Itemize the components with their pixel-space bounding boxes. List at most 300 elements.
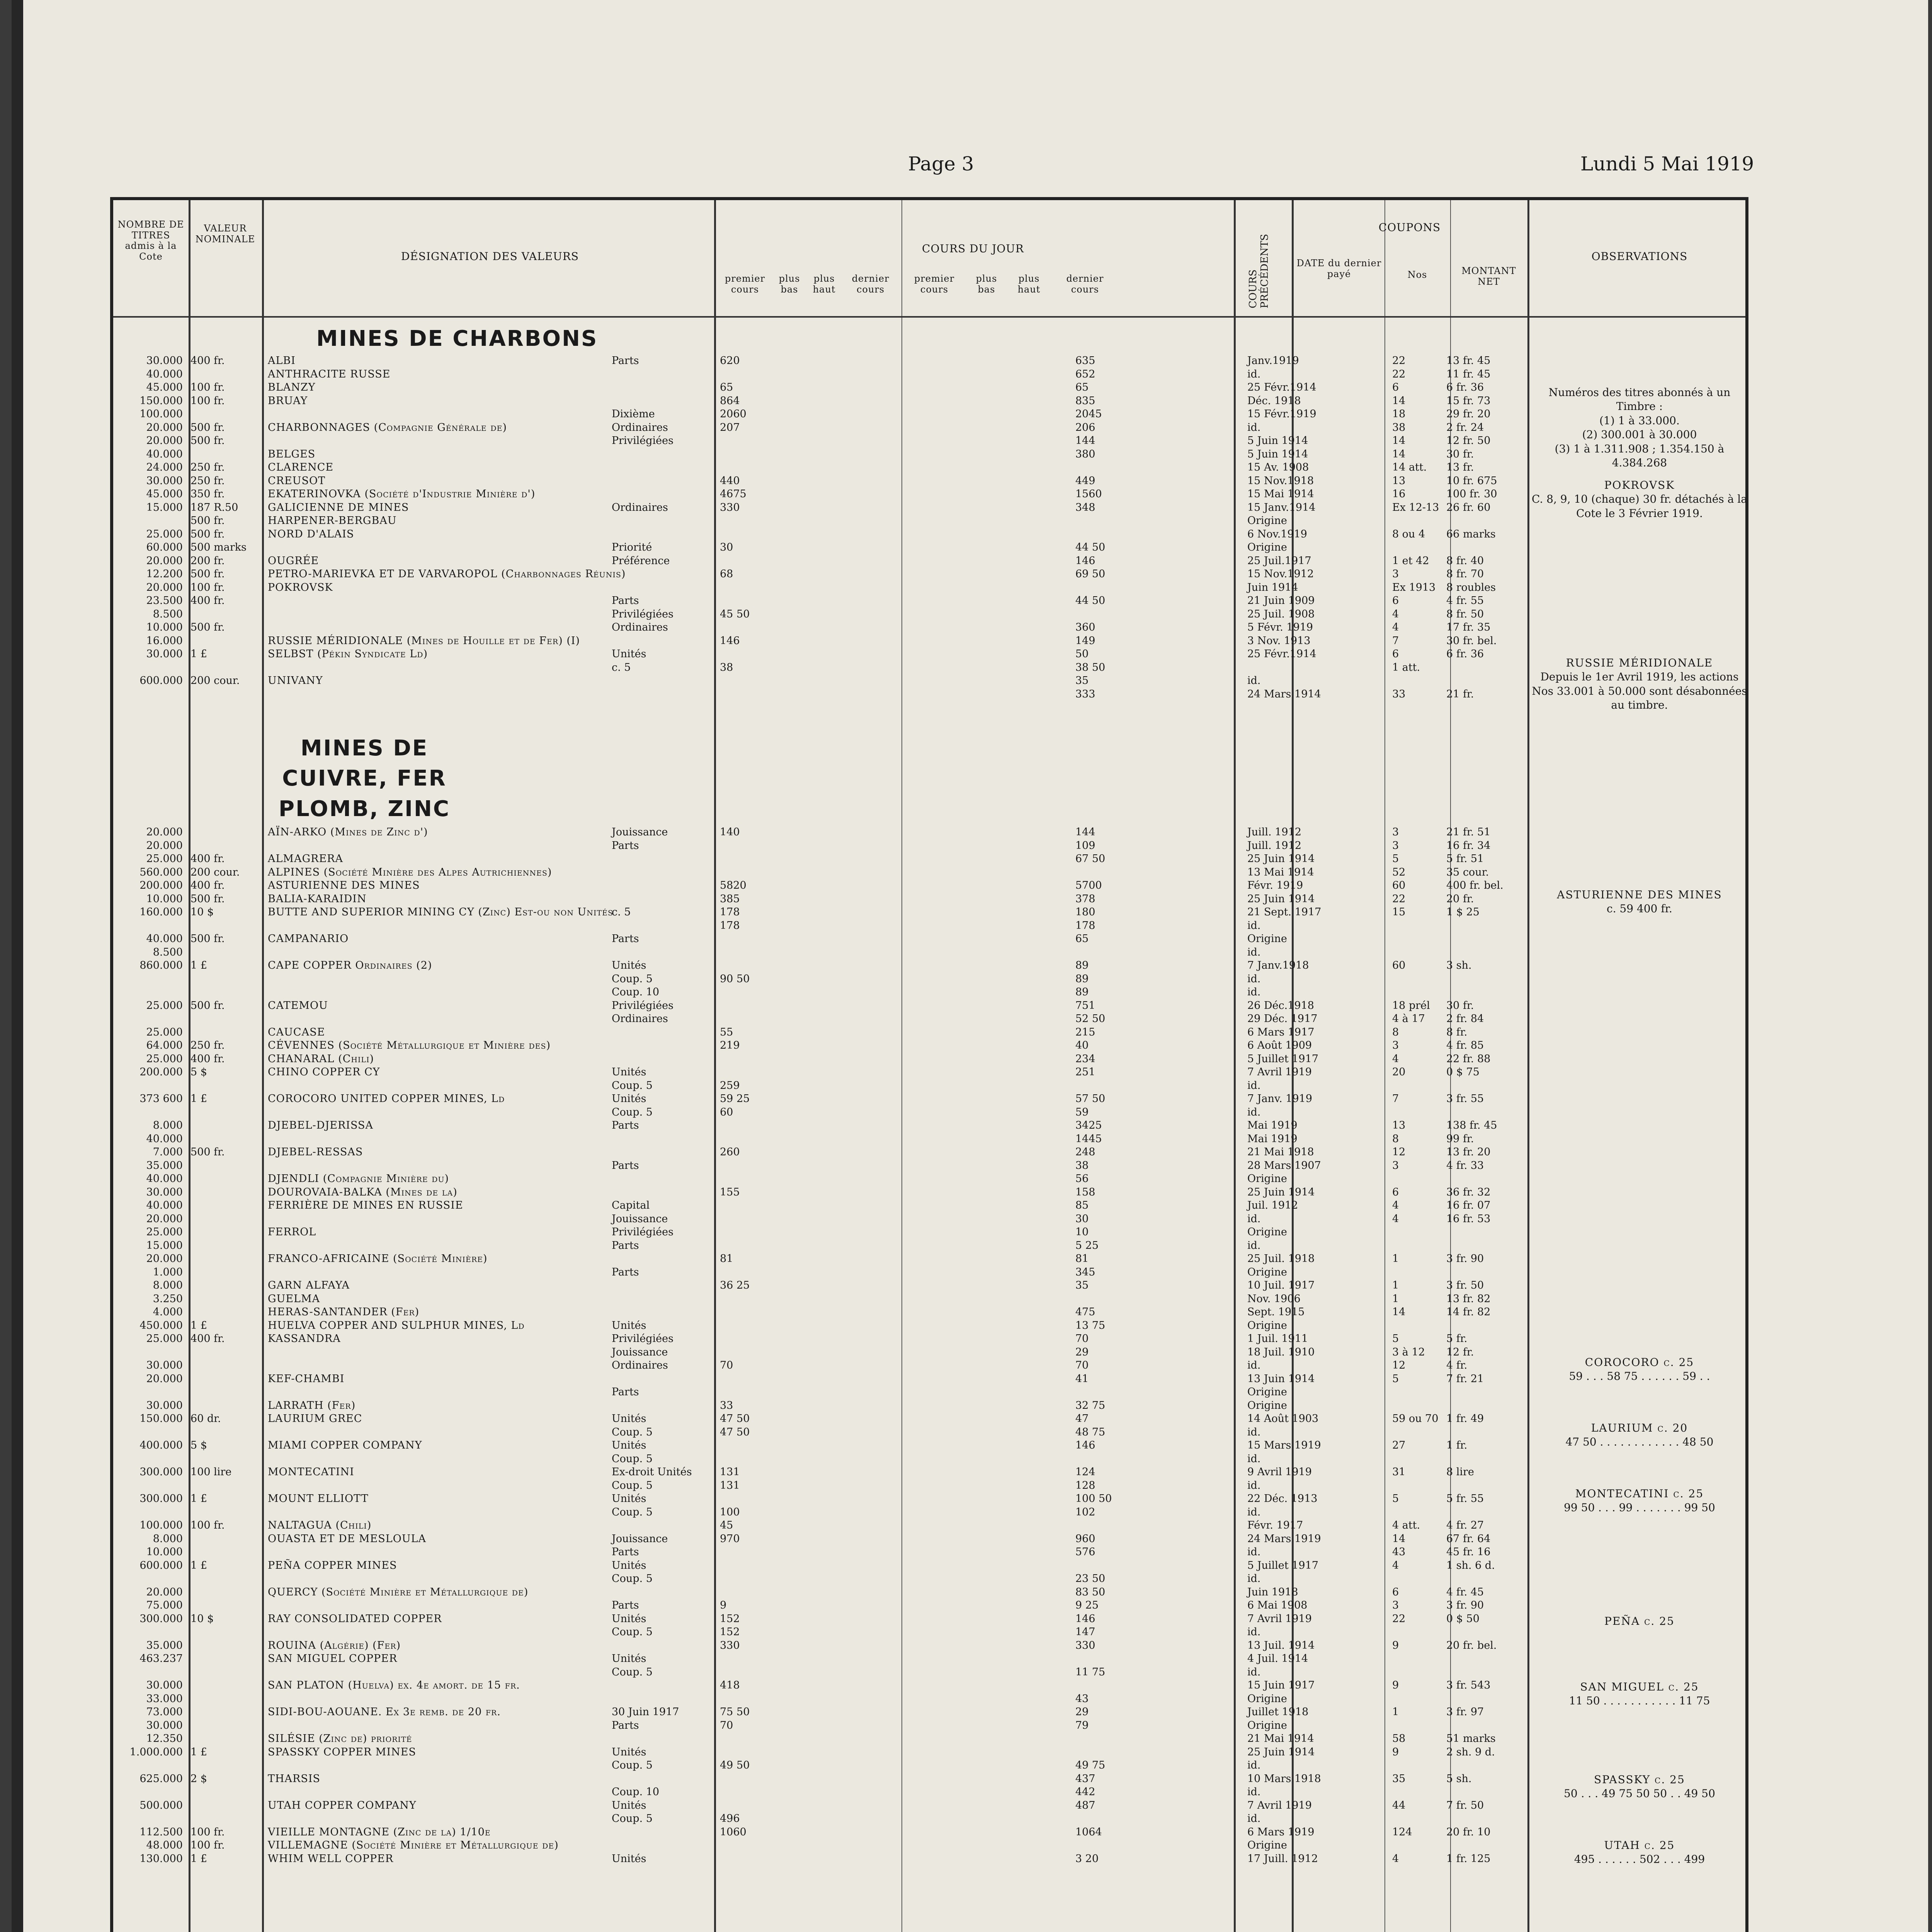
table-row bbox=[113, 1159, 1484, 1172]
table-row bbox=[113, 1626, 1288, 1638]
first-price: 55 bbox=[720, 1026, 733, 1038]
count: 463.237 bbox=[139, 1653, 183, 1665]
security-name: ALBI bbox=[268, 355, 296, 367]
table-row bbox=[113, 1279, 1484, 1292]
coupon-date: 6 Mars 1917 bbox=[1247, 1026, 1315, 1038]
coupon-number: 59 ou 70 bbox=[1392, 1413, 1439, 1425]
nominal: 500 fr. bbox=[190, 515, 225, 527]
table-row bbox=[113, 1400, 1288, 1412]
count: 300.000 bbox=[139, 1493, 183, 1505]
count: 10.000 bbox=[146, 621, 183, 633]
coupon-date: 7 Avril 1919 bbox=[1247, 1066, 1312, 1078]
coupon-number: 16 bbox=[1392, 488, 1406, 500]
security-name: CAMPANARIO bbox=[268, 933, 349, 945]
coupon-number: 3 bbox=[1392, 1159, 1399, 1172]
count: 60.000 bbox=[146, 541, 183, 553]
coupon-date: id. bbox=[1247, 1786, 1261, 1798]
coupon-date: 13 Juin 1914 bbox=[1247, 1372, 1315, 1385]
coupon-amount: 2 fr. 24 bbox=[1446, 421, 1484, 434]
security-kind: Coup. 10 bbox=[612, 986, 660, 998]
coupon-number: 5 bbox=[1392, 1372, 1399, 1385]
coupon-date: 5 Juillet 1917 bbox=[1247, 1559, 1319, 1571]
security-kind: Parts bbox=[612, 1719, 639, 1731]
count: 560.000 bbox=[139, 866, 183, 878]
coupon-date: id. bbox=[1247, 1079, 1261, 1092]
coupon-number: 12 bbox=[1392, 1146, 1406, 1158]
coupon-date: 4 Juil. 1914 bbox=[1247, 1653, 1308, 1665]
obs-timbre-3: (3) 1 à 1.311.908 ; 1.354.150 à 4.384.268 bbox=[1554, 442, 1725, 469]
security-kind: Parts bbox=[612, 1386, 639, 1398]
coupon-amount: 30 fr. bbox=[1446, 448, 1474, 460]
previous-price: 146 bbox=[1075, 1439, 1095, 1451]
coupon-date: Origine bbox=[1247, 1399, 1287, 1412]
coupon-date: 6 Mai 1908 bbox=[1247, 1599, 1308, 1611]
security-kind: Parts bbox=[612, 1239, 639, 1252]
obs-montecatini bbox=[1531, 1487, 1748, 1515]
obs-laurium bbox=[1531, 1421, 1748, 1449]
security-kind: Unités bbox=[612, 1559, 646, 1571]
table-row bbox=[113, 634, 1497, 647]
security-name: LARRATH (Fer) bbox=[268, 1399, 356, 1412]
nominal: 1 £ bbox=[190, 1746, 207, 1758]
previous-price: 149 bbox=[1075, 634, 1095, 647]
coupon-amount: 3 fr. 90 bbox=[1446, 1599, 1484, 1611]
table-row bbox=[113, 1213, 1491, 1225]
table-row bbox=[113, 1733, 1496, 1745]
table-row bbox=[113, 1506, 1288, 1519]
table-row bbox=[113, 866, 1489, 879]
table-row bbox=[113, 946, 1288, 959]
page-number: Page 3 bbox=[908, 153, 974, 175]
coupon-number: 4 bbox=[1392, 1053, 1399, 1065]
count: 8.000 bbox=[153, 1532, 183, 1545]
coupon-amount: 13 fr. 45 bbox=[1446, 355, 1491, 367]
coupon-date: id. bbox=[1247, 675, 1261, 687]
coupon-date: id. bbox=[1247, 1106, 1261, 1118]
coupon-date: 13 Juil. 1914 bbox=[1247, 1639, 1315, 1651]
coupon-number: 3 bbox=[1392, 1039, 1399, 1051]
security-kind: Ordinaires bbox=[612, 501, 668, 514]
coupon-amount: 5 fr. 55 bbox=[1446, 1493, 1484, 1505]
obs-timbre-note bbox=[1531, 386, 1748, 470]
header-plus-haut-2: plus haut bbox=[1017, 273, 1041, 295]
count: 24.000 bbox=[146, 461, 183, 473]
security-name: ASTURIENNE DES MINES bbox=[268, 879, 420, 891]
coupon-date: Juin 1914 bbox=[1247, 581, 1298, 594]
obs-utah bbox=[1531, 1838, 1748, 1867]
security-kind: Coup. 5 bbox=[612, 1759, 653, 1771]
security-name: BLANZY bbox=[268, 381, 316, 393]
coupon-date: Juill. 1912 bbox=[1247, 826, 1301, 838]
obs-corocoro bbox=[1531, 1355, 1748, 1384]
nominal: 1 £ bbox=[190, 959, 207, 971]
security-kind: Unités bbox=[612, 1852, 646, 1865]
count: 150.000 bbox=[139, 395, 183, 407]
nominal: 100 fr. bbox=[190, 395, 225, 407]
table-row bbox=[113, 1559, 1495, 1572]
security-kind: Unités bbox=[612, 1799, 646, 1811]
table-row bbox=[113, 920, 1288, 932]
previous-price: 59 bbox=[1075, 1106, 1089, 1118]
coupon-date: Origine bbox=[1247, 541, 1287, 553]
obs-pokrovsk-text: C. 8, 9, 10 (chaque) 30 fr. détachés à la Cote le 3 Février 1919. bbox=[1532, 493, 1747, 520]
count: 20.000 bbox=[146, 1372, 183, 1385]
obs-russie bbox=[1531, 656, 1748, 713]
previous-price: 52 50 bbox=[1075, 1013, 1105, 1025]
coupon-date: 10 Mars 1918 bbox=[1247, 1772, 1321, 1785]
table-row bbox=[113, 515, 1288, 527]
table-row bbox=[113, 608, 1484, 621]
nominal: 100 fr. bbox=[190, 381, 225, 393]
coupon-number: 4 bbox=[1392, 1199, 1399, 1211]
security-kind: Privilégiées bbox=[612, 435, 673, 447]
coupon-amount: 20 fr. bel. bbox=[1446, 1639, 1497, 1651]
nominal: 10 $ bbox=[190, 1612, 214, 1625]
coupon-amount: 11 fr. 45 bbox=[1446, 368, 1491, 380]
table-row bbox=[113, 1413, 1484, 1425]
obs-spassky-title: SPASSKY c. 25 bbox=[1594, 1773, 1685, 1786]
nominal: 10 $ bbox=[190, 906, 214, 918]
count: 12.200 bbox=[146, 568, 183, 580]
table-row bbox=[113, 1226, 1288, 1238]
coupon-amount: 5 fr. 51 bbox=[1446, 853, 1484, 865]
coupon-amount: 1 sh. 6 d. bbox=[1446, 1559, 1495, 1571]
security-kind: Parts bbox=[612, 1266, 639, 1278]
previous-price: 23 50 bbox=[1075, 1573, 1105, 1585]
security-name: PETRO-MARIEVKA ET DE VARVAROPOL (Charbonnages Réunis) bbox=[268, 568, 626, 580]
table-row bbox=[113, 395, 1491, 407]
table-row bbox=[113, 1106, 1288, 1119]
table-row bbox=[113, 1146, 1491, 1158]
security-name: VILLEMAGNE (Société Minière et Métallurgique de) bbox=[268, 1839, 559, 1851]
coupon-date: Origine bbox=[1247, 515, 1287, 527]
coupon-number: 8 ou 4 bbox=[1392, 528, 1425, 540]
security-name: SIDI-BOU-AOUANE. Ex 3e remb. de 20 fr. bbox=[268, 1706, 501, 1718]
count: 45.000 bbox=[146, 381, 183, 393]
first-price: 9 bbox=[720, 1599, 727, 1611]
nominal: 1 £ bbox=[190, 1319, 207, 1332]
obs-utah-values: 495 . . . . . . 502 . . . 499 bbox=[1574, 1853, 1705, 1866]
count: 112.500 bbox=[139, 1826, 183, 1838]
count: 40.000 bbox=[146, 368, 183, 380]
security-name: FERRIÈRE DE MINES EN RUSSIE bbox=[268, 1199, 463, 1211]
previous-price: 178 bbox=[1075, 919, 1095, 932]
first-price: 45 50 bbox=[720, 608, 750, 620]
first-price: 330 bbox=[720, 1639, 740, 1651]
coupon-date: 24 Mars 1914 bbox=[1247, 688, 1321, 700]
table-row bbox=[113, 554, 1484, 567]
coupon-number: 1 bbox=[1392, 1293, 1399, 1305]
table-row bbox=[113, 1493, 1484, 1505]
previous-price: 29 bbox=[1075, 1706, 1089, 1718]
previous-price: 5700 bbox=[1075, 879, 1102, 891]
security-name: POKROVSK bbox=[268, 581, 333, 594]
coupon-amount: 8 fr. 50 bbox=[1446, 608, 1484, 620]
coupon-number: 7 bbox=[1392, 1093, 1399, 1105]
coupon-amount: 14 fr. 82 bbox=[1446, 1306, 1491, 1318]
nominal: 60 dr. bbox=[190, 1413, 221, 1425]
security-kind: Coup. 5 bbox=[612, 1106, 653, 1118]
security-name: CLARENCE bbox=[268, 461, 334, 473]
coupon-number: 7 bbox=[1392, 634, 1399, 647]
security-kind: Capital bbox=[612, 1199, 650, 1211]
first-price: 33 bbox=[720, 1399, 733, 1412]
security-kind: Ordinaires bbox=[612, 1013, 668, 1025]
previous-price: 67 50 bbox=[1075, 853, 1105, 865]
first-price: 90 50 bbox=[720, 973, 750, 985]
security-name: MONTECATINI bbox=[268, 1466, 354, 1478]
count: 30.000 bbox=[146, 474, 183, 487]
nominal: 100 fr. bbox=[190, 1839, 225, 1851]
count: 20.000 bbox=[146, 554, 183, 567]
nominal: 500 fr. bbox=[190, 421, 225, 434]
coupon-date: 25 Juin 1914 bbox=[1247, 893, 1315, 905]
previous-price: 333 bbox=[1075, 688, 1095, 700]
issue-date: Lundi 5 Mai 1919 bbox=[1580, 153, 1754, 175]
count: 200.000 bbox=[139, 879, 183, 891]
coupon-amount: 2 sh. 9 d. bbox=[1446, 1746, 1495, 1758]
coupon-date: Origine bbox=[1247, 1319, 1287, 1332]
coupon-date: 21 Mai 1918 bbox=[1247, 1146, 1314, 1158]
security-kind: Jouissance bbox=[612, 1532, 668, 1545]
coupon-date: id. bbox=[1247, 1759, 1261, 1771]
security-kind: Ordinaires bbox=[612, 1359, 668, 1371]
obs-asturienne-text: c. 59 400 fr. bbox=[1607, 902, 1672, 915]
header-valeur: VALEUR NOMINALE bbox=[195, 223, 255, 245]
coupon-number: 27 bbox=[1392, 1439, 1406, 1451]
coupon-date: 13 Mai 1914 bbox=[1247, 866, 1314, 878]
coupon-number: 4 bbox=[1392, 608, 1399, 620]
coupon-amount: 8 roubles bbox=[1446, 581, 1496, 594]
nominal: 2 $ bbox=[190, 1772, 207, 1785]
nominal: 500 fr. bbox=[190, 435, 225, 447]
nominal: 200 fr. bbox=[190, 554, 225, 567]
first-price: 59 25 bbox=[720, 1093, 750, 1105]
coupon-date: 22 Déc. 1913 bbox=[1247, 1493, 1318, 1505]
previous-price: 180 bbox=[1075, 906, 1095, 918]
first-price: 30 bbox=[720, 541, 733, 553]
coupon-date: id. bbox=[1247, 1359, 1261, 1371]
first-price: 47 50 bbox=[720, 1426, 750, 1438]
security-name: BALIA-KARAIDIN bbox=[268, 893, 367, 905]
obs-pena-title: PEÑA c. 25 bbox=[1604, 1615, 1675, 1628]
table-row bbox=[113, 1799, 1484, 1812]
count: 40.000 bbox=[146, 933, 183, 945]
previous-price: 1445 bbox=[1075, 1133, 1102, 1145]
previous-price: 44 50 bbox=[1075, 541, 1105, 553]
security-name: HUELVA COPPER AND SULPHUR MINES, Ld bbox=[268, 1319, 525, 1332]
count: 25.000 bbox=[146, 1026, 183, 1038]
nominal: 500 fr. bbox=[190, 528, 225, 540]
security-name: RUSSIE MÉRIDIONALE (Mines de Houille et de Fer) (I) bbox=[268, 634, 580, 647]
security-kind: Privilégiées bbox=[612, 1226, 673, 1238]
previous-price: 1560 bbox=[1075, 488, 1102, 500]
coupon-amount: 16 fr. 07 bbox=[1446, 1199, 1491, 1211]
count: 8.000 bbox=[153, 1279, 183, 1291]
header-date-dernier: DATE du dernier payé bbox=[1296, 258, 1382, 279]
table-row bbox=[113, 1573, 1288, 1585]
nominal: 500 fr. bbox=[190, 933, 225, 945]
coupon-number: 3 bbox=[1392, 826, 1399, 838]
security-name: FERROL bbox=[268, 1226, 316, 1238]
coupon-amount: 30 fr. bel. bbox=[1446, 634, 1497, 647]
coupon-number: 31 bbox=[1392, 1466, 1406, 1478]
coupon-number: 3 bbox=[1392, 839, 1399, 852]
table-row bbox=[113, 355, 1491, 367]
count: 23.500 bbox=[146, 595, 183, 607]
obs-pokrovsk-title: POKROVSK bbox=[1604, 479, 1675, 492]
coupon-amount: 36 fr. 32 bbox=[1446, 1186, 1491, 1198]
coupon-number: 5 bbox=[1392, 1493, 1399, 1505]
security-name: ANTHRACITE RUSSE bbox=[268, 368, 391, 380]
coupon-date: Juill. 1912 bbox=[1247, 839, 1301, 852]
count: 30.000 bbox=[146, 1399, 183, 1412]
coupon-date: 14 Août 1903 bbox=[1247, 1413, 1319, 1425]
security-name: SILÉSIE (Zinc de) priorité bbox=[268, 1733, 412, 1745]
previous-price: 56 bbox=[1075, 1173, 1089, 1185]
obs-timbre-1: (1) 1 à 33.000. bbox=[1599, 414, 1680, 427]
nominal: 250 fr. bbox=[190, 474, 225, 487]
previous-price: 57 50 bbox=[1075, 1093, 1105, 1105]
table-row bbox=[113, 1386, 1288, 1398]
previous-price: 102 bbox=[1075, 1506, 1095, 1518]
previous-price: 442 bbox=[1075, 1786, 1095, 1798]
first-price: 75 50 bbox=[720, 1706, 750, 1718]
security-name: KASSANDRA bbox=[268, 1333, 341, 1345]
nominal: 5 $ bbox=[190, 1066, 207, 1078]
table-row bbox=[113, 1039, 1484, 1052]
coupon-amount: 29 fr. 20 bbox=[1446, 408, 1491, 420]
table-row bbox=[113, 1759, 1288, 1772]
first-price: 178 bbox=[720, 906, 740, 918]
coupon-number: 13 bbox=[1392, 1119, 1406, 1131]
count: 500.000 bbox=[139, 1799, 183, 1811]
table-row bbox=[113, 1453, 1288, 1465]
coupon-number: 18 prél bbox=[1392, 999, 1430, 1012]
security-kind: Parts bbox=[612, 1159, 639, 1172]
coupon-date: Origine bbox=[1247, 1173, 1287, 1185]
table-row bbox=[113, 1266, 1288, 1279]
first-price: 620 bbox=[720, 355, 740, 367]
previous-price: 49 75 bbox=[1075, 1759, 1105, 1771]
security-kind: Unités bbox=[612, 1319, 646, 1332]
previous-price: 47 bbox=[1075, 1413, 1089, 1425]
first-price: 219 bbox=[720, 1039, 740, 1051]
previous-price: 109 bbox=[1075, 839, 1095, 852]
nominal: 1 £ bbox=[190, 1852, 207, 1865]
security-kind: Privilégiées bbox=[612, 999, 673, 1012]
header-cours-precedents: COURS PRÉCÉDENTS bbox=[1247, 234, 1270, 308]
coupon-amount: 20 fr. bbox=[1446, 893, 1474, 905]
obs-timbre-2: (2) 300.001 à 30.000 bbox=[1582, 428, 1697, 441]
table-row bbox=[113, 1119, 1497, 1132]
nominal: 400 fr. bbox=[190, 1333, 225, 1345]
security-kind: Parts bbox=[612, 1599, 639, 1611]
security-kind: Coup. 5 bbox=[612, 1479, 653, 1492]
coupon-date: 1 Juil. 1911 bbox=[1247, 1333, 1308, 1345]
previous-price: 378 bbox=[1075, 893, 1095, 905]
coupon-date: Sept. 1915 bbox=[1247, 1306, 1305, 1318]
previous-price: 234 bbox=[1075, 1053, 1095, 1065]
coupon-number: 33 bbox=[1392, 688, 1406, 700]
security-name: CAPE COPPER Ordinaires (2) bbox=[268, 959, 432, 971]
coupon-amount: 22 fr. 88 bbox=[1446, 1053, 1491, 1065]
security-name: CÉVENNES (Société Métallurgique et Minière des) bbox=[268, 1039, 551, 1051]
count: 30.000 bbox=[146, 1359, 183, 1371]
nominal: 200 cour. bbox=[190, 675, 240, 687]
coupon-amount: 8 fr. 40 bbox=[1446, 554, 1484, 567]
coupon-number: 4 bbox=[1392, 621, 1399, 633]
coupon-date: Origine bbox=[1247, 1266, 1287, 1278]
coupon-date: 25 Févr.1914 bbox=[1247, 381, 1316, 393]
first-price: 70 bbox=[720, 1719, 733, 1731]
coupon-date: 15 Janv.1914 bbox=[1247, 501, 1316, 514]
previous-price: 437 bbox=[1075, 1772, 1095, 1785]
previous-price: 330 bbox=[1075, 1639, 1095, 1651]
table-row bbox=[113, 1639, 1497, 1652]
table-row bbox=[113, 986, 1288, 998]
coupon-number: 6 bbox=[1392, 648, 1399, 660]
count: 30.000 bbox=[146, 1186, 183, 1198]
coupon-date: Origine bbox=[1247, 1386, 1287, 1398]
table-row bbox=[113, 1093, 1484, 1105]
security-name: MIAMI COPPER COMPANY bbox=[268, 1439, 422, 1451]
first-price: 418 bbox=[720, 1679, 740, 1691]
security-name: EKATERINOVKA (Société d'Industrie Minière d') bbox=[268, 488, 536, 500]
security-kind: Coup. 5 bbox=[612, 973, 653, 985]
security-name: BUTTE AND SUPERIOR MINING CY (Zinc) Est-ou non Unités bbox=[268, 906, 613, 918]
header-premier-cours: premier cours bbox=[724, 273, 765, 295]
table-row bbox=[113, 1653, 1308, 1665]
obs-laurium-values: 47 50 . . . . . . . . . . . . 48 50 bbox=[1565, 1435, 1714, 1449]
coupon-number: 44 bbox=[1392, 1799, 1406, 1811]
table-row bbox=[113, 1666, 1288, 1679]
previous-price: 380 bbox=[1075, 448, 1095, 460]
coupon-number: 9 bbox=[1392, 1639, 1399, 1651]
previous-price: 41 bbox=[1075, 1372, 1089, 1385]
count: 35.000 bbox=[146, 1639, 183, 1651]
coupon-number: 3 à 12 bbox=[1392, 1346, 1425, 1358]
nominal: 187 R.50 bbox=[190, 501, 238, 514]
table-row bbox=[113, 648, 1484, 660]
coupon-amount: 3 fr. 90 bbox=[1446, 1253, 1484, 1265]
coupon-date: id. bbox=[1247, 1573, 1261, 1585]
coupon-date: 24 Mars 1919 bbox=[1247, 1532, 1321, 1545]
first-price: 970 bbox=[720, 1532, 740, 1545]
nominal: 100 fr. bbox=[190, 1826, 225, 1838]
table-row bbox=[113, 1519, 1484, 1532]
security-name: CATEMOU bbox=[268, 999, 328, 1012]
coupon-number: 14 att. bbox=[1392, 461, 1427, 473]
count: 7.000 bbox=[153, 1146, 183, 1158]
count: 8.500 bbox=[153, 608, 183, 620]
previous-price: 576 bbox=[1075, 1546, 1095, 1558]
first-price: 155 bbox=[720, 1186, 740, 1198]
count: 30.000 bbox=[146, 1679, 183, 1691]
coupon-amount: 4 fr. bbox=[1446, 1359, 1468, 1371]
coupon-date: Juin 1918 bbox=[1247, 1586, 1298, 1598]
security-kind: Préférence bbox=[612, 554, 670, 567]
table-row bbox=[113, 1466, 1474, 1478]
security-kind: Coup. 5 bbox=[612, 1452, 653, 1465]
coupon-date: Févr. 1919 bbox=[1247, 879, 1303, 891]
security-kind: Unités bbox=[612, 1066, 646, 1078]
coupon-amount: 3 fr. 543 bbox=[1446, 1679, 1491, 1691]
security-name: DOUROVAIA-BALKA (Mines de la) bbox=[268, 1186, 457, 1198]
count: 130.000 bbox=[139, 1852, 183, 1865]
nominal: 250 fr. bbox=[190, 461, 225, 473]
previous-price: 69 50 bbox=[1075, 568, 1105, 580]
